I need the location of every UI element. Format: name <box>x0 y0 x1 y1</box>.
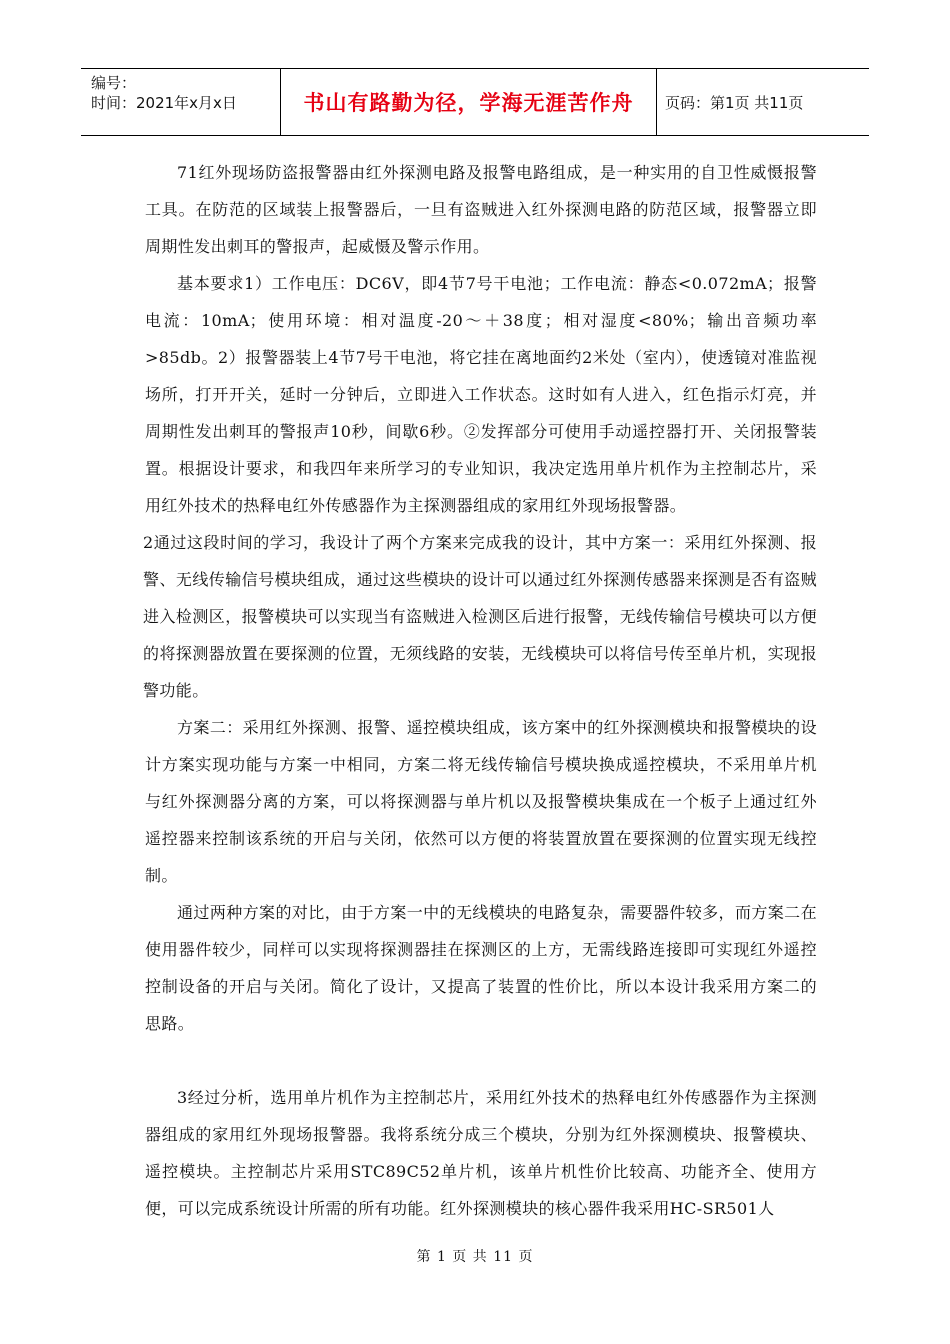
paragraph-comparison: 通过两种方案的对比，由于方案一中的无线模块的电路复杂，需要器件较多，而方案二在使用器件较少，同样可以实现将探测器挂在探测区的上方，无需线路连接即可实现红外遥控控制设备的开启与关闭。简化了设计，又提高了装置的性价比，所以本设计我采用方案二的思路。 <box>145 903 817 1033</box>
header-motto-cell <box>281 69 657 135</box>
paragraph-gap <box>145 1042 817 1079</box>
paragraph-analysis: 3经过分析，选用单片机作为主控制芯片，采用红外技术的热释电红外传感器作为主探测器组成的家用红外现场报警器。我将系统分成三个模块，分别为红外探测模块、报警模块、遥控模块。主控制芯片采用STC89C52单片机，该单片机性价比较高、功能齐全、使用方便，可以完成系统设计所需的所有功能。红外探测模块的核心器件我采用HC-SR501人 <box>145 1088 817 1218</box>
paragraph-plan-one: 2通过这段时间的学习，我设计了两个方案来完成我的设计，其中方案一：采用红外探测、报警、无线传输信号模块组成，通过这些模块的设计可以通过红外探测传感器来探测是否有盗贼进入检测区，报警模块可以实现当有盗贼进入检测区后进行报警，无线传输信号模块可以方便的将探测器放置在要探测的位置，无须线路的安装，无线模块可以将信号传至单片机，实现报警功能。 <box>143 533 817 700</box>
paragraph-intro: 71红外现场防盗报警器由红外探测电路及报警电路组成，是一种实用的自卫性威慑报警工具。在防范的区域装上报警器后，一旦有盗贼进入红外探测电路的防范区域，报警器立即周期性发出刺耳的警报声，起威慑及警示作用。 <box>145 163 817 256</box>
header-page-info: 页码：第1页 共11页 <box>665 93 804 112</box>
document-body <box>145 154 817 1227</box>
header-table <box>81 68 869 136</box>
document-date: 时间：2021年x月x日 <box>91 94 237 112</box>
header-page-cell <box>657 69 869 135</box>
document-number-label: 编号： <box>91 74 137 92</box>
header-meta-cell <box>81 69 281 135</box>
paragraph-requirements: 基本要求1）工作电压：DC6V，即4节7号干电池；工作电流：静态<0.072mA；报警电流：10mA；使用环境：相对温度-20～＋38度；相对湿度<80%；输出音频功率 >85db。2）报警器装上4节7号干电池，将它挂在离地面约2米处（室内），使透镜对准监视场所，打开开关，延时一分钟后，立即进入工作状态。这时如有人进入，红色指示灯亮，并周期性发出刺耳的警报声10秒，间歇6秒。②发挥部分可使用手动遥控器打开、关闭报警装置。根据设计要求，和我四年来所学习的专业知识，我决定选用单片机作为主控制芯片，采用红外技术的热释电红外传感器作为主探测器组成的家用红外现场报警器。 <box>145 274 817 515</box>
header-motto: 书山有路勤为径，学海无涯苦作舟 <box>303 91 634 115</box>
page-footer: 第 1 页 共 11 页 <box>416 1249 534 1265</box>
paragraph-plan-two: 方案二：采用红外探测、报警、遥控模块组成，该方案中的红外探测模块和报警模块的设计方案实现功能与方案一中相同，方案二将无线传输信号模块换成遥控模块，不采用单片机与红外探测器分离的方案，可以将探测器与单片机以及报警模块集成在一个板子上通过红外遥控器来控制该系统的开启与关闭，依然可以方便的将装置放置在要探测的位置实现无线控制。 <box>145 718 817 885</box>
